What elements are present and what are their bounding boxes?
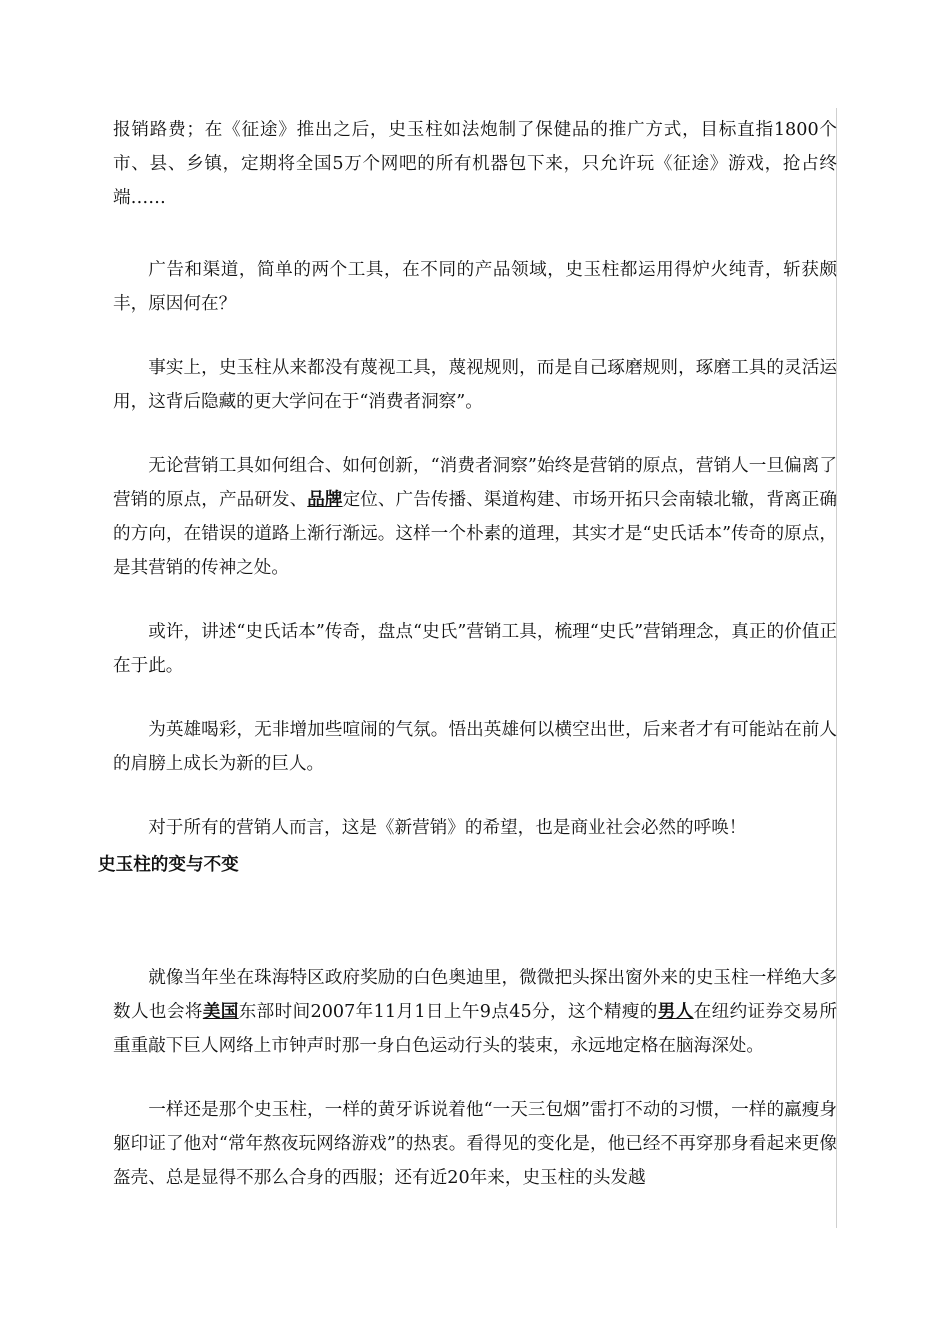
paragraph-7: 对于所有的营销人而言，这是《新营销》的希望，也是商业社会必然的呼唤！ xyxy=(148,818,747,838)
paragraph-8 xyxy=(113,961,837,1063)
paragraph-8-c: 在纽约证券交易所重重敲下巨人网络上市钟声时那一身白色运动行头的装束，永远地定格在脑海深处。 xyxy=(113,1002,837,1056)
article-body-top xyxy=(113,113,837,875)
usa-link[interactable]: 美国 xyxy=(202,1001,239,1022)
paragraph-1: 报销路费；在《征途》推出之后，史玉柱如法炮制了保健品的推广方式，目标直指1800个市、县、乡镇，定期将全国5万个网吧的所有机器包下来，只允许玩《征途》游戏，抢占终端…… xyxy=(113,120,837,208)
paragraph-8-b: 东部时间2007年11月1日上午9点45分，这个精瘦的 xyxy=(238,1002,658,1022)
paragraph-5: 或许，讲述“史氏话本”传奇，盘点“史氏”营销工具，梳理“史氏”营销理念，真正的价值正在于此。 xyxy=(113,622,837,676)
brand-link[interactable]: 品牌 xyxy=(307,489,343,510)
paragraph-4-before: 无论营销工具如何组合、如何创新，“消费者洞察”始终是营销的原点，营销人一旦偏离了营销的原点，产品研发、 xyxy=(113,456,837,510)
paragraph-6: 为英雄喝彩，无非增加些喧闹的气氛。悟出英雄何以横空出世，后来者才有可能站在前人的肩膀上成长为新的巨人。 xyxy=(113,720,837,774)
paragraph-8-a: 就像当年坐在珠海特区政府奖励的白色奥迪里，微微把头探出窗外来的史玉柱一样绝大多数人也会将 xyxy=(113,968,837,1022)
paragraph-4-after: 定位、广告传播、渠道构建、市场开拓只会南辕北辙，背离正确的方向，在错误的道路上渐行渐远。这样一个朴素的道理，其实才是“史氏话本”传奇的原点，是其营销的传神之处。 xyxy=(113,490,837,578)
paragraph-9: 一样还是那个史玉柱，一样的黄牙诉说着他“一天三包烟”雷打不动的习惯，一样的羸瘦身躯印证了他对“常年熬夜玩网络游戏”的热衷。看得见的变化是，他已经不再穿那身看起来更像盔壳、总是显得不那么合身的西服；还有近20年来，史玉柱的头发越 xyxy=(113,1100,837,1188)
man-link[interactable]: 男人 xyxy=(657,1001,694,1022)
paragraph-3: 事实上，史玉柱从来都没有蔑视工具，蔑视规则，而是自己琢磨规则，琢磨工具的灵活运用，这背后隐藏的更大学问在于“消费者洞察”。 xyxy=(113,358,837,412)
section-title: 史玉柱的变与不变 xyxy=(98,855,239,875)
paragraph-4 xyxy=(113,449,837,585)
paragraph-2: 广告和渠道，简单的两个工具，在不同的产品领域，史玉柱都运用得炉火纯青，斩获颇丰，原因何在？ xyxy=(113,260,837,314)
article-body-bottom xyxy=(113,961,837,1225)
